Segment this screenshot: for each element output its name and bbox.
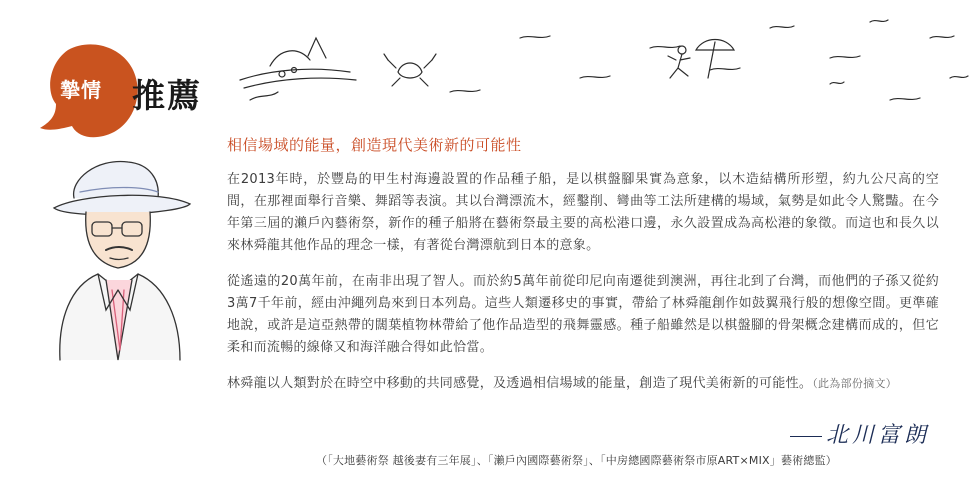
article-subtitle: 相信場域的能量，創造現代美術新的可能性 [227, 136, 522, 154]
badge-label: 摯情 [60, 78, 102, 102]
page-title: 推薦 [132, 76, 202, 115]
article-paragraph: 在2013年時，於豐島的甲生村海邊設置的作品種子船，是以棋盤腳果實為意象，以木造結構所形塑，約九公尺高的空間，在那裡面舉行音樂、舞蹈等表演。其以台灣漂流木，經鑿削、彎曲等工法所建構的場域，氣勢是如此令人驚豔。在今年第三屆的瀨戶內藝術祭，新作的種子船將在藝術祭最主要的高松港口邊，永久設置成為高松港的象徵。而這也和長久以來林舜龍其他作品的理念一樣，有著從台灣漂航到日本的意象。 [227, 172, 939, 253]
article-body [227, 134, 939, 395]
sketch-doodles-icon [230, 8, 970, 128]
closing-text: 林舜龍以人類對於在時空中移動的共同感覺，及透過相信場域的能量，創造了現代美術新的可能性。 [227, 376, 813, 391]
author-credit: （「大地藝術祭 越後妻有三年展」、「瀨戶內國際藝術祭」、「中房總國際藝術祭市原ART×MIX」藝術總監） [316, 454, 837, 467]
article-closing [227, 373, 939, 395]
signature: 北川富朗 [826, 423, 931, 448]
signature-dash [790, 436, 822, 437]
article-paragraph: 從遙遠的20萬年前，在南非出現了智人。而於約5萬年前從印尼向南遷徙到澳洲，再往北到了台灣，而他們的子孫又從約3萬7千年前，經由沖繩列島來到日本列島。這些人類遷移史的事實，帶給了林舜龍創作如鼓翼飛行般的想像空間。更準確地說，或許是這亞熱帶的闊葉植物林帶給了他作品造型的飛舞靈感。種子船雖然是以棋盤腳的骨架概念建構而成的，但它柔和而流暢的線條又和海洋融合得如此恰當。 [227, 274, 939, 355]
header [0, 0, 980, 140]
closing-note: （此為部份摘文） [812, 377, 898, 390]
portrait-illustration [40, 150, 210, 370]
